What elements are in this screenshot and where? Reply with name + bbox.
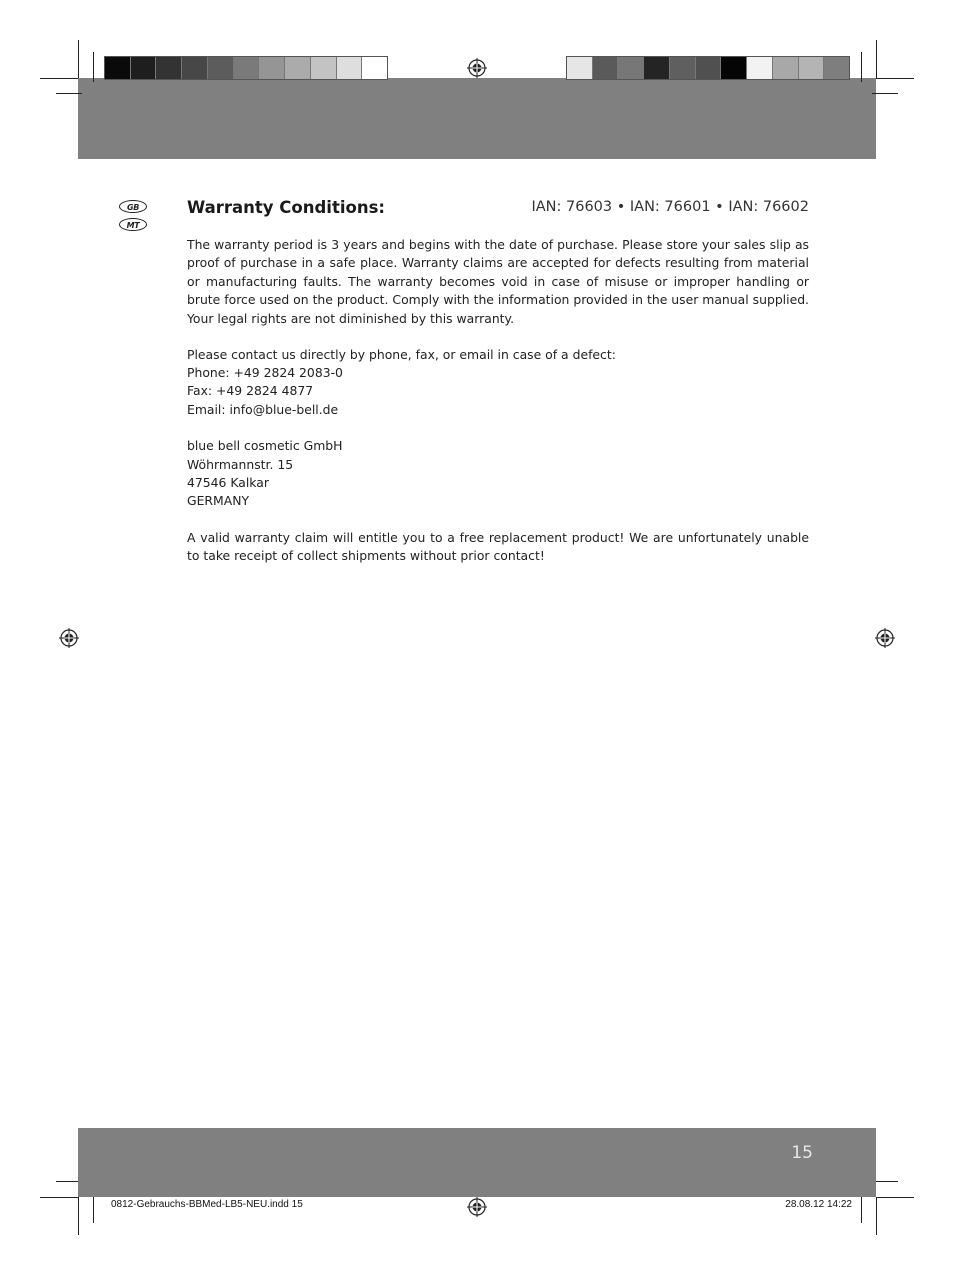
address-company: blue bell cosmetic GmbH <box>187 438 343 453</box>
color-swatch <box>208 57 234 79</box>
color-swatch <box>747 57 773 79</box>
color-swatch <box>721 57 747 79</box>
crop-mark <box>861 1193 862 1223</box>
registration-mark-icon <box>467 1197 487 1217</box>
color-swatch <box>131 57 157 79</box>
color-bar-right <box>566 56 850 80</box>
crop-mark <box>40 1197 78 1198</box>
ian-numbers: IAN: 76603 • IAN: 76601 • IAN: 76602 <box>531 199 809 215</box>
slug-filename: 0812-Gebrauchs-BBMed-LB5-NEU.indd 15 <box>111 1199 303 1210</box>
language-badge-mt: MT <box>119 218 147 231</box>
contact-fax: Fax: +49 2824 4877 <box>187 383 314 398</box>
replacement-paragraph: A valid warranty claim will entitle you to a free replacement product! We are unfortunately unable to take receipt of collect shipments without prior contact! <box>187 530 809 564</box>
contact-phone: Phone: +49 2824 2083-0 <box>187 365 343 380</box>
color-swatch <box>311 57 337 79</box>
color-swatch <box>567 57 593 79</box>
color-swatch <box>799 57 825 79</box>
crop-mark <box>78 40 79 78</box>
crop-mark <box>876 1197 914 1198</box>
color-swatch <box>618 57 644 79</box>
crop-mark <box>56 93 82 94</box>
contact-intro: Please contact us directly by phone, fax, or email in case of a defect: <box>187 347 616 362</box>
color-swatch <box>234 57 260 79</box>
color-swatch <box>182 57 208 79</box>
address-street: Wöhrmannstr. 15 <box>187 457 294 472</box>
color-swatch <box>824 57 849 79</box>
crop-mark <box>876 78 914 79</box>
language-badge-gb: GB <box>119 200 147 213</box>
page-number: 15 <box>791 1143 813 1163</box>
address-city: 47546 Kalkar <box>187 475 269 490</box>
address-country: GERMANY <box>187 493 250 508</box>
registration-mark-icon <box>875 628 895 648</box>
color-swatch <box>773 57 799 79</box>
crop-mark <box>876 40 877 78</box>
color-swatch <box>259 57 285 79</box>
color-swatch <box>593 57 619 79</box>
color-swatch <box>362 57 387 79</box>
color-swatch <box>285 57 311 79</box>
crop-mark <box>93 52 94 82</box>
color-swatch <box>156 57 182 79</box>
crop-mark <box>876 1197 877 1235</box>
footer-bar <box>78 1128 876 1197</box>
color-swatch <box>105 57 131 79</box>
color-swatch <box>670 57 696 79</box>
registration-mark-icon <box>59 628 79 648</box>
slug-datetime: 28.08.12 14:22 <box>785 1199 852 1210</box>
crop-mark <box>861 52 862 82</box>
crop-mark <box>93 1193 94 1223</box>
crop-mark <box>40 78 78 79</box>
color-swatch <box>644 57 670 79</box>
page-title: Warranty Conditions: <box>187 198 385 217</box>
crop-mark <box>78 1197 79 1235</box>
warranty-paragraph: The warranty period is 3 years and begins with the date of purchase. Please store your sales slip as proof of purchase in a safe place. Warranty claims are accepted for defects resulting from material or manufacturing faults. The warranty becomes void in case of misuse or improper handling or brute force used on the product. Comply with the information provided in the user manual supplied. Your legal rights are not diminished by this warranty. <box>187 237 809 326</box>
header-bar <box>78 78 876 159</box>
color-bar-left <box>104 56 388 80</box>
color-swatch <box>337 57 363 79</box>
color-swatch <box>696 57 722 79</box>
crop-mark <box>872 93 898 94</box>
registration-mark-icon <box>467 58 487 78</box>
contact-email: Email: info@blue-bell.de <box>187 402 339 417</box>
